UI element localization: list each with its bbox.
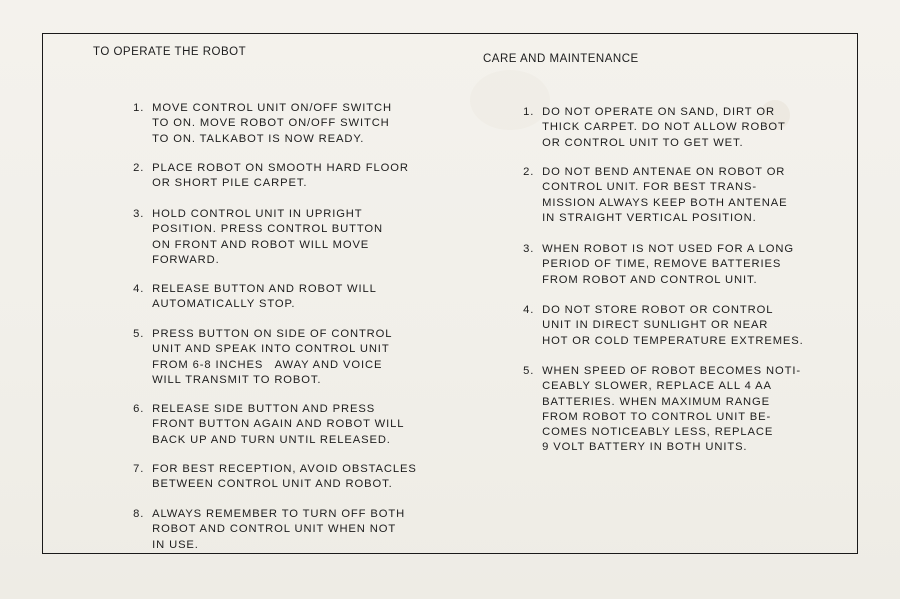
item-line: OR CONTROL UNIT TO GET WET. xyxy=(542,136,744,149)
item-line: FROM 6-8 INCHES AWAY AND VOICE xyxy=(152,358,383,371)
item-line: PERIOD OF TIME, REMOVE BATTERIES xyxy=(542,258,782,271)
item-line: FORWARD. xyxy=(152,253,220,266)
item-line: TO ON. MOVE ROBOT ON/OFF SWITCH xyxy=(152,117,390,130)
item-number: 2. xyxy=(523,166,535,179)
bordered-panel xyxy=(42,33,858,554)
item-line: ALWAYS REMEMBER TO TURN OFF BOTH xyxy=(152,508,406,521)
item-line: 9 VOLT BATTERY IN BOTH UNITS. xyxy=(542,441,748,454)
item-line: BACK UP AND TURN UNTIL RELEASED. xyxy=(152,433,391,446)
item-number: 6. xyxy=(133,403,145,416)
item-number: 5. xyxy=(133,328,145,341)
item-number: 5. xyxy=(523,365,535,378)
item-line: OR SHORT PILE CARPET. xyxy=(152,177,308,190)
item-line: PRESS BUTTON ON SIDE OF CONTROL xyxy=(152,328,393,341)
item-number: 4. xyxy=(523,304,535,317)
item-line: BETWEEN CONTROL UNIT AND ROBOT. xyxy=(152,478,393,491)
item-line: CONTROL UNIT. FOR BEST TRANS- xyxy=(542,181,757,194)
item-line: MISSION ALWAYS KEEP BOTH ANTENAE xyxy=(542,196,788,209)
item-number: 3. xyxy=(523,243,535,256)
item-line: UNIT AND SPEAK INTO CONTROL UNIT xyxy=(152,343,390,356)
item-line: HOT OR COLD TEMPERATURE EXTREMES. xyxy=(542,334,804,347)
item-number: 8. xyxy=(133,508,145,521)
item-line: IN STRAIGHT VERTICAL POSITION. xyxy=(542,211,757,224)
item-line: FRONT BUTTON AGAIN AND ROBOT WILL xyxy=(152,418,405,431)
item-line: CEABLY SLOWER, REPLACE ALL 4 AA xyxy=(542,380,772,393)
item-line: IN USE. xyxy=(152,538,199,551)
item-line: DO NOT STORE ROBOT OR CONTROL xyxy=(542,304,774,317)
item-number: 4. xyxy=(133,283,145,296)
item-line: RELEASE BUTTON AND ROBOT WILL xyxy=(152,283,377,296)
item-line: PLACE ROBOT ON SMOOTH HARD FLOOR xyxy=(152,162,409,175)
item-line: ROBOT AND CONTROL UNIT WHEN NOT xyxy=(152,523,397,536)
item-line: POSITION. PRESS CONTROL BUTTON xyxy=(152,223,383,236)
item-line: HOLD CONTROL UNIT IN UPRIGHT xyxy=(152,208,363,221)
operate-section-title: TO OPERATE THE ROBOT xyxy=(93,46,247,58)
item-line: MOVE CONTROL UNIT ON/OFF SWITCH xyxy=(152,102,392,115)
item-line: FROM ROBOT AND CONTROL UNIT. xyxy=(542,273,758,286)
item-line: UNIT IN DIRECT SUNLIGHT OR NEAR xyxy=(542,319,769,332)
item-line: TO ON. TALKABOT IS NOW READY. xyxy=(152,132,365,145)
list-item xyxy=(93,492,405,568)
item-number: 1. xyxy=(523,106,535,119)
item-line: RELEASE SIDE BUTTON AND PRESS xyxy=(152,403,376,416)
item-line: BATTERIES. WHEN MAXIMUM RANGE xyxy=(542,395,770,408)
item-line: WHEN SPEED OF ROBOT BECOMES NOTI- xyxy=(542,365,801,378)
item-line: ON FRONT AND ROBOT WILL MOVE xyxy=(152,238,370,251)
item-line: COMES NOTICEABLY LESS, REPLACE xyxy=(542,426,774,439)
item-line: FROM ROBOT TO CONTROL UNIT BE- xyxy=(542,410,772,423)
care-section-title: CARE AND MAINTENANCE xyxy=(483,53,639,65)
item-number: 1. xyxy=(133,102,145,115)
item-line: DO NOT OPERATE ON SAND, DIRT OR xyxy=(542,106,775,119)
item-line: WILL TRANSMIT TO ROBOT. xyxy=(152,373,322,386)
item-number: 3. xyxy=(133,208,145,221)
list-item xyxy=(483,349,801,471)
item-number: 2. xyxy=(133,162,145,175)
item-line: DO NOT BEND ANTENAE ON ROBOT OR xyxy=(542,166,786,179)
item-line: FOR BEST RECEPTION, AVOID OBSTACLES xyxy=(152,463,417,476)
item-line: AUTOMATICALLY STOP. xyxy=(152,298,296,311)
item-line: THICK CARPET. DO NOT ALLOW ROBOT xyxy=(542,121,786,134)
item-number: 7. xyxy=(133,463,145,476)
item-line: WHEN ROBOT IS NOT USED FOR A LONG xyxy=(542,243,794,256)
